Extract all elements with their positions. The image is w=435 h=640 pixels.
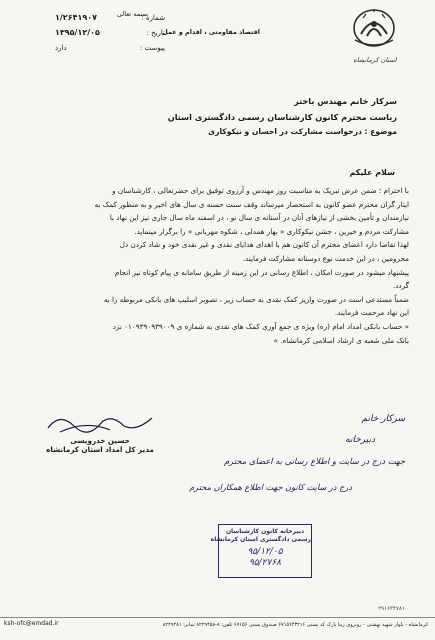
attachment-value: دارد xyxy=(55,43,67,52)
signatory xyxy=(40,408,160,454)
attachment-label: پیوست : xyxy=(140,43,165,52)
footer-email: ksh-ofc@emdad.ir xyxy=(4,620,59,627)
greeting: سلام علیکم xyxy=(349,168,395,177)
signatory-title: مدیر کل امداد استان کرمانشاه xyxy=(46,445,154,454)
number-label: شماره : xyxy=(141,13,165,22)
body-line: با احترام ؛ ضمن عرض تبریک به مناسبت روز مهندس و آرزوی توفیق برای حضرتعالی ، کارشناسان و xyxy=(112,186,409,195)
stamp-line: رسمی دادگستری استان کرمانشاه xyxy=(210,535,311,543)
body-line: محرومین ، در این خدمت نوع دوستانه مشارکت فرمایند. xyxy=(242,253,409,263)
date-value: ۱۳۹۵/۱۲/۰۵ xyxy=(55,28,100,37)
body-line: ضمناً مستدعی است در صورت واریز کمک نقدی به حساب زیر ، تصویر اسلیپ های بانکی مربوطه را به xyxy=(103,294,409,304)
motto: اقتصاد مقاومتی ، اقدام و عمل xyxy=(162,28,260,36)
body-line: « حساب بانکی امداد امام (ره) ویژه ی جمع آوری کمک های نقدی به شماره ی ۰۱۰۹۳۹۰۹۳۹۰۰۹ نزد xyxy=(112,321,409,331)
body-line: گردد. xyxy=(392,281,409,291)
handwritten-line: دبیرخانه xyxy=(345,435,375,445)
stamp-number: ۹۵/۲۷۶۸ xyxy=(248,558,282,569)
letter-meta xyxy=(55,10,165,55)
footer-divider xyxy=(0,617,435,618)
recipient-title: ریاست محترم کانون کارشناسان رسمی دادگستری استان xyxy=(167,112,397,122)
signatory-name: حسین خدرویسی xyxy=(70,436,130,445)
number-value: ۱/۲۶۴۱۹۰۷ xyxy=(55,13,97,22)
emdad-logo-icon xyxy=(343,6,405,54)
handwritten-notes xyxy=(195,408,405,472)
letter-body xyxy=(24,184,409,347)
org-name: استان کرمانشاه xyxy=(353,56,397,64)
reference-number: ۲۹۱۶۳۴۷۸۱ xyxy=(377,606,405,612)
receipt-stamp xyxy=(210,524,312,578)
body-line: ایثار گران محترم عضو کانون به استحضار میرساند وقف سنت حسنه ی سال های اخیر و به منظور کمک به xyxy=(94,199,409,209)
recipient-block xyxy=(37,93,397,139)
letter-subject: موضوع : درخواست مشارکت در احسان و نیکوکاری xyxy=(208,127,397,136)
footer-address: کرمانشاه - بلوار شهید بهشتی - روبروی زیبا پارک کد پستی ۶۷۱۵۶۴۳۲۱۶ صندوق پستی ۶۷۱۵۶ تلفن: ۸-۸۲۲۹۴۵۸ نمابر: ۸۲۲۹۴۸۱ xyxy=(162,622,428,628)
body-line: لهذا تقاضا دارد اعضای محترم آن کانون هم با اهدای هدایای نقدی و غیر نقدی خود و شاد کردن دل xyxy=(119,240,409,250)
date-label: تاریخ : xyxy=(146,28,165,37)
signature-icon xyxy=(40,408,160,436)
handwritten-line: درج در سایت کانون جهت اطلاع همکاران محترم xyxy=(189,482,352,492)
body-line: این نهاد مرحمت فرمایند. xyxy=(334,308,409,318)
body-line: پیشنهاد میشود در صورت امکان ، اطلاع رسانی در این زمینه از طریق سامانه ی پیام کوتاه نیز انجام xyxy=(114,267,409,277)
basmala: بسمه تعالی xyxy=(116,10,149,18)
recipient-name: سرکار خانم مهندس باختر xyxy=(293,96,397,106)
body-line: مشارکت مردم و خیرین ، جشن نیکوکاری « بهار همدلی ، شکوه مهربانی » را برگزار مینماید. xyxy=(134,226,409,236)
handwritten-line: سرکار خانم xyxy=(361,414,405,424)
handwritten-line: جهت درج در سایت و اطلاع رسانی به اعضای محترم xyxy=(224,456,405,466)
stamp-line: دبیرخانه کانون کارشناسان xyxy=(225,528,305,535)
body-line: نیازمندان و تأمین بخشی از نیازهای آنان در آستانه ی سال نو ، در اسفند ماه سال جاری نیز این نهاد با xyxy=(109,213,409,223)
body-line: بانک ملی شعبه ی ارشاد اسلامی کرمانشاه. » xyxy=(273,335,409,345)
stamp-date: ۹۵/۱۲/۰۵ xyxy=(247,547,283,557)
